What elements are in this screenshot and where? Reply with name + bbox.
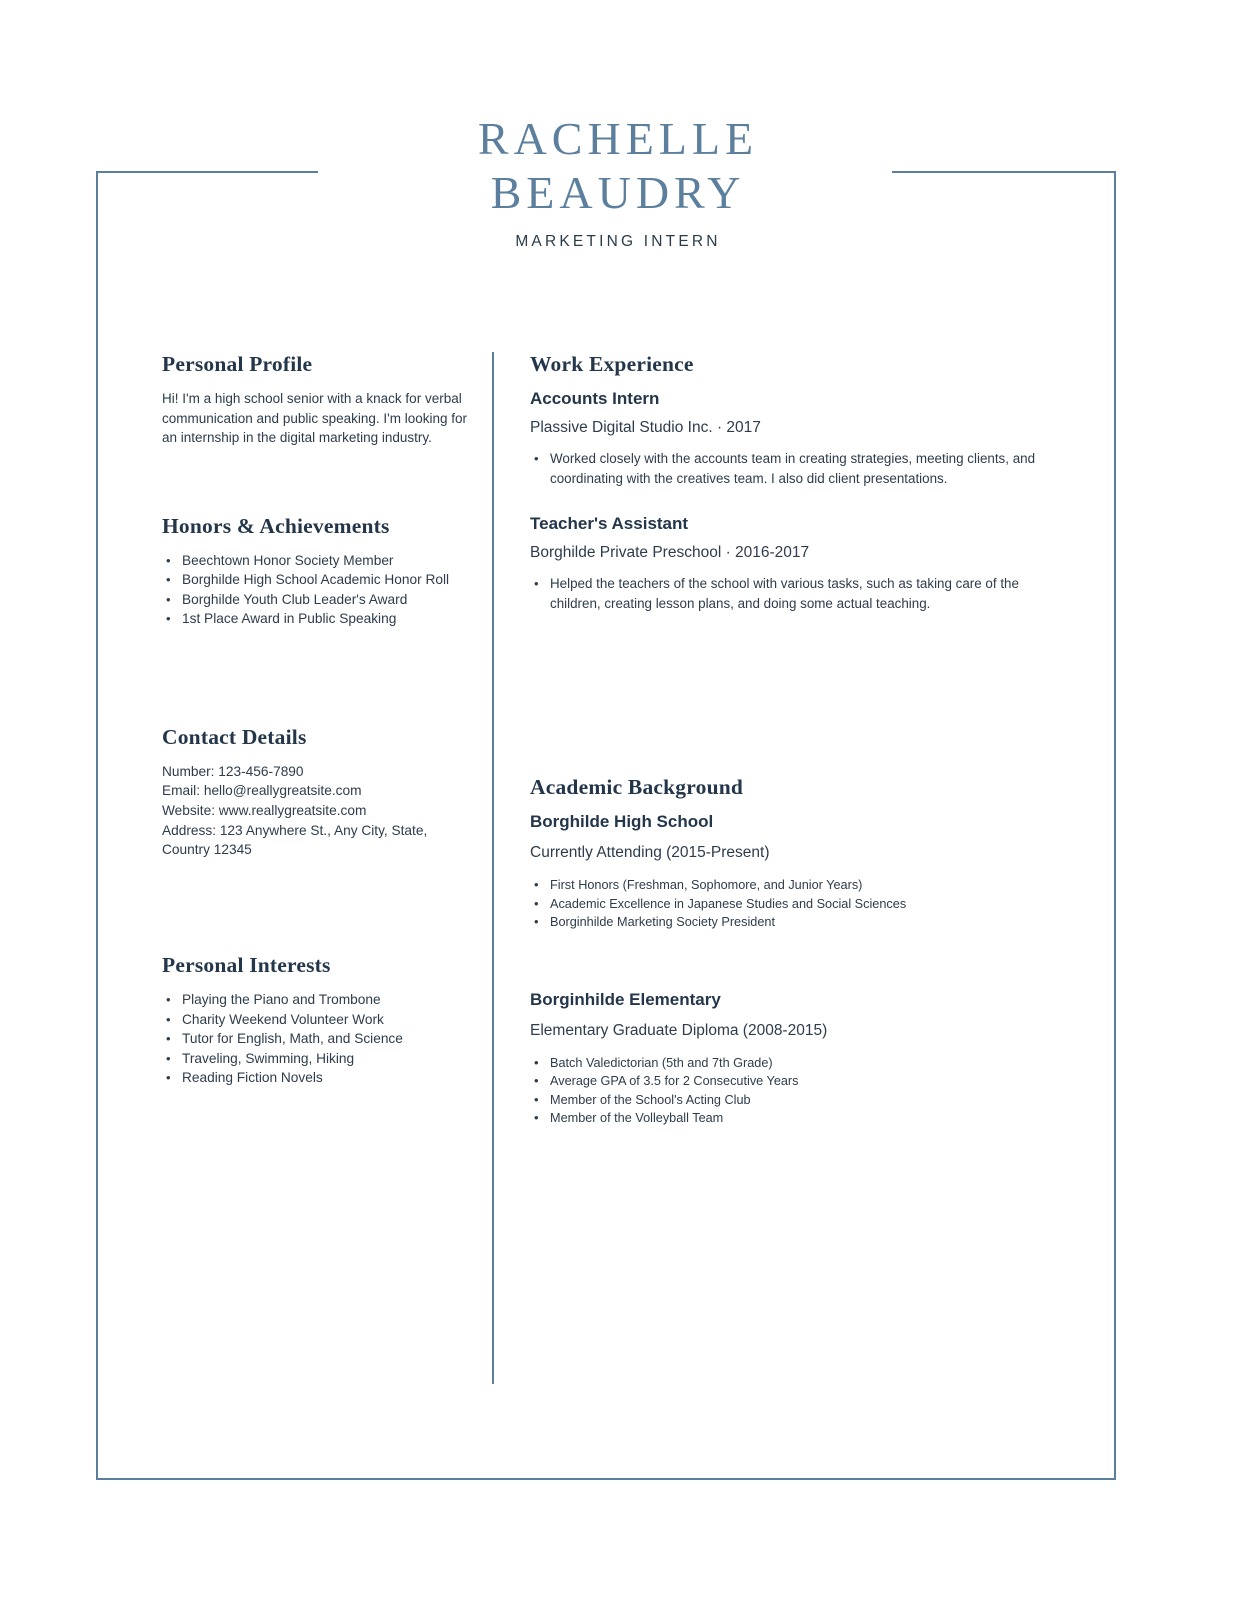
list-item: • Worked closely with the accounts team in creating strategies, meeting clients, and coordinating with the creatives team. I also did client presentations.: [548, 449, 1070, 488]
personal-profile-text: Hi! I'm a high school senior with a knack for verbal communication and public speaking. I'm looking for an internship in the digital marketing industry.: [162, 391, 467, 445]
candidate-role-subtitle: MARKETING INTERN: [515, 233, 721, 250]
list-item: • Helped the teachers of the school with various tasks, such as taking care of the children, creating lesson plans, and doing some actual teaching.: [548, 574, 1070, 613]
job-company-year: Plassive Digital Studio Inc. · 2017: [530, 419, 761, 436]
section-honors: [162, 514, 470, 629]
education-entry: [530, 990, 1070, 1128]
candidate-last-name: BEAUDRY: [490, 167, 746, 218]
candidate-first-name: RACHELLE: [477, 113, 759, 164]
work-entry: [530, 514, 1070, 613]
school-name: Borginhilde Elementary: [530, 989, 721, 1009]
contact-number: Number: 123-456-7890: [162, 763, 304, 779]
work-experience-title: Work Experience: [530, 352, 694, 376]
job-title: Teacher's Assistant: [530, 514, 689, 533]
list-item: • Beechtown Honor Society Member: [180, 551, 470, 571]
education-bullets: [530, 876, 1070, 932]
job-bullets: [530, 574, 1070, 613]
section-contact-details: [162, 725, 470, 861]
section-academic-background: [530, 775, 1070, 1128]
contact-address: Address: 123 Anywhere St., Any City, State, Country 12345: [162, 822, 428, 858]
education-entry: [530, 812, 1070, 932]
list-item: • Average GPA of 3.5 for 2 Consecutive Years: [548, 1072, 1070, 1091]
list-item: • Batch Valedictorian (5th and 7th Grade): [548, 1054, 1070, 1073]
section-personal-profile: [162, 352, 470, 448]
school-name: Borghilde High School: [530, 812, 714, 831]
academic-background-title: Academic Background: [530, 775, 744, 799]
contact-website: Website: www.reallygreatsite.com: [162, 802, 367, 818]
list-item: • Borghilde High School Academic Honor Roll: [180, 570, 470, 590]
left-column: [162, 352, 470, 1088]
contact-details-title: Contact Details: [162, 724, 307, 749]
job-bullets: [530, 449, 1070, 488]
list-item: • First Honors (Freshman, Sophomore, and Junior Years): [548, 876, 1070, 895]
school-meta: Currently Attending (2015-Present): [530, 844, 770, 861]
education-bullets: [530, 1054, 1070, 1128]
list-item: • Member of the School's Acting Club: [548, 1091, 1070, 1110]
spacer: [162, 860, 470, 953]
list-item: • Academic Excellence in Japanese Studies and Social Sciences: [548, 895, 1070, 914]
right-column: [530, 352, 1070, 1156]
spacer: [530, 639, 1070, 775]
section-personal-interests: [162, 953, 470, 1088]
column-divider: [492, 352, 494, 1384]
job-company-year: Borghilde Private Preschool · 2016-2017: [530, 544, 810, 561]
list-item: • Traveling, Swimming, Hiking: [180, 1049, 470, 1069]
contact-email: Email: hello@reallygreatsite.com: [162, 783, 362, 799]
personal-interests-title: Personal Interests: [162, 953, 331, 978]
list-item: • Borghilde Youth Club Leader's Award: [180, 590, 470, 610]
work-entry: [530, 389, 1070, 488]
list-item: • Reading Fiction Novels: [180, 1068, 470, 1088]
list-item: • Borginhilde Marketing Society President: [548, 913, 1070, 932]
school-meta: Elementary Graduate Diploma (2008-2015): [530, 1021, 828, 1039]
honors-title: Honors & Achievements: [162, 513, 390, 538]
section-work-experience: [530, 352, 1070, 613]
list-item: • Charity Weekend Volunteer Work: [180, 1010, 470, 1030]
personal-profile-title: Personal Profile: [162, 352, 313, 376]
list-item: • Member of the Volleyball Team: [548, 1109, 1070, 1128]
spacer: [162, 629, 470, 725]
spacer: [530, 960, 1070, 990]
interests-list: [162, 990, 470, 1088]
resume-header: [0, 112, 1236, 251]
honors-list: [162, 551, 470, 629]
list-item: • Tutor for English, Math, and Science: [180, 1029, 470, 1049]
list-item: • 1st Place Award in Public Speaking: [180, 609, 470, 629]
job-title: Accounts Intern: [530, 389, 660, 408]
list-item: • Playing the Piano and Trombone: [180, 990, 470, 1010]
spacer: [162, 448, 470, 514]
